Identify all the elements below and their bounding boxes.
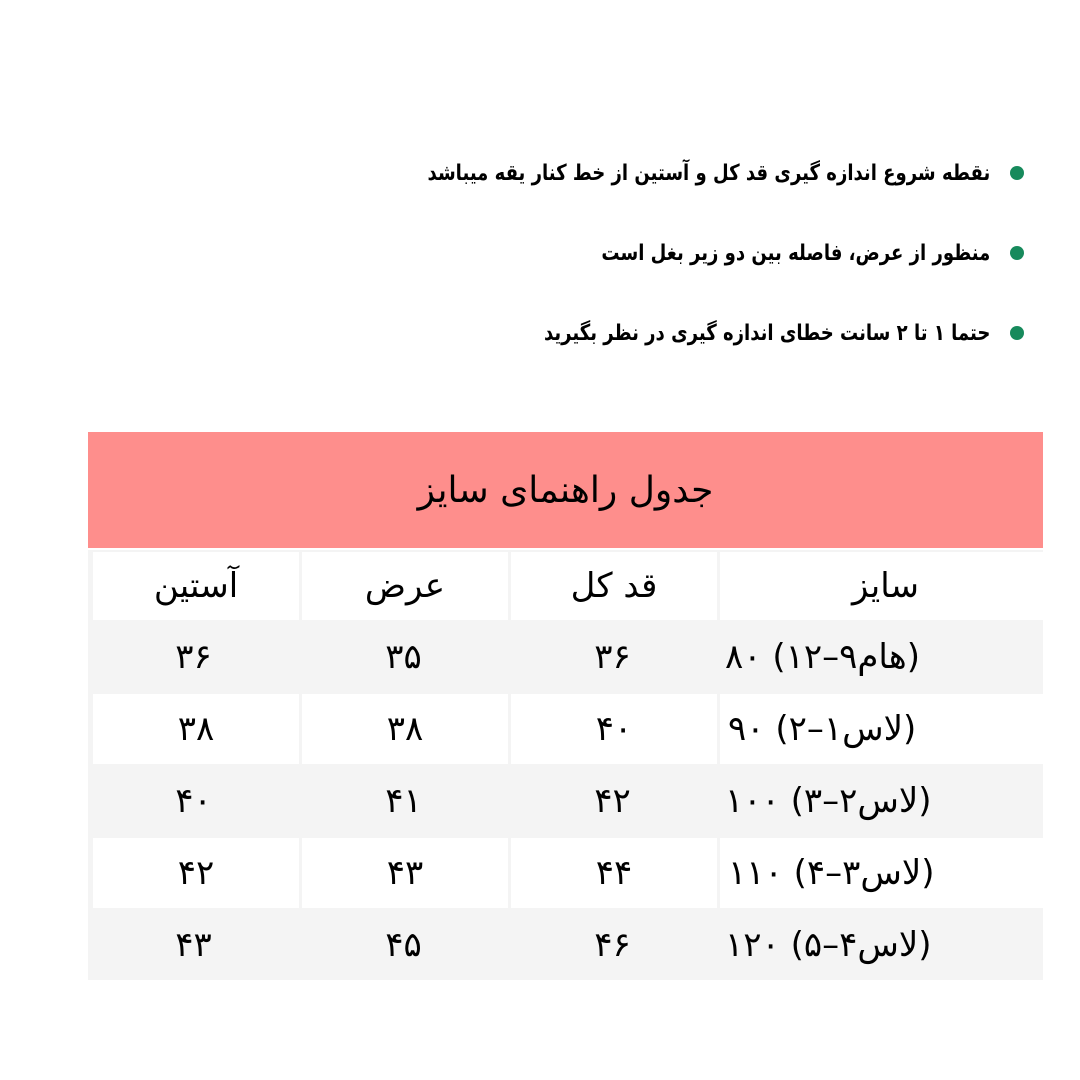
cell-width: ۴۳ (302, 838, 508, 908)
table-grid (88, 550, 1043, 980)
note-text: حتما ۱ تا ۲ سانت خطای اندازه گیری در نظر بگیرید (543, 320, 990, 346)
table-row (88, 766, 1043, 836)
note-item (324, 310, 1024, 356)
cell-length: ۴۲ (508, 766, 717, 836)
cell-size (720, 694, 1043, 764)
cell-length: ۴۶ (508, 910, 717, 980)
note-item (324, 230, 1024, 276)
note-text: منظور از عرض، فاصله بین دو زیر بغل است (601, 240, 990, 266)
cell-size (717, 622, 1043, 692)
note-text: نقطه شروع اندازه گیری قد کل و آستین از خط کنار یقه میباشد (427, 160, 990, 186)
cell-length: ۴۰ (511, 694, 717, 764)
bullet-dot-icon (1010, 166, 1024, 180)
cell-sleeve: ۳۶ (88, 622, 299, 692)
column-header-sleeve: آستین (93, 552, 299, 620)
cell-size (720, 838, 1043, 908)
note-item (324, 150, 1024, 196)
cell-sleeve: ۴۰ (88, 766, 299, 836)
cell-size (717, 766, 1043, 836)
size-guide-table (88, 432, 1043, 980)
table-row (88, 910, 1043, 980)
cell-size (717, 910, 1043, 980)
column-header-length: قد کل (511, 552, 717, 620)
size-label: ۱۱۰ (۴–۳سال) (728, 853, 935, 893)
cell-sleeve: ۳۸ (93, 694, 299, 764)
table-row (88, 622, 1043, 692)
cell-length: ۴۴ (511, 838, 717, 908)
table-header-row (88, 552, 1043, 620)
table-row (88, 838, 1043, 908)
size-label: ۹۰ (۲–۱سال) (728, 709, 917, 749)
cell-sleeve: ۴۳ (88, 910, 299, 980)
cell-width: ۴۵ (299, 910, 508, 980)
bullet-dot-icon (1010, 326, 1024, 340)
size-label: ۱۲۰ (۵–۴سال) (725, 925, 932, 965)
cell-length: ۳۶ (508, 622, 717, 692)
size-label: ۸۰ (۱۲–۹ماه) (725, 637, 920, 677)
cell-width: ۳۵ (299, 622, 508, 692)
size-label: ۱۰۰ (۳–۲سال) (725, 781, 932, 821)
column-header-width: عرض (302, 552, 508, 620)
cell-width: ۳۸ (302, 694, 508, 764)
cell-sleeve: ۴۲ (93, 838, 299, 908)
table-row (88, 694, 1043, 764)
column-header-size: سایز (720, 552, 1043, 620)
cell-width: ۴۱ (299, 766, 508, 836)
bullet-dot-icon (1010, 246, 1024, 260)
measurement-notes (324, 150, 1024, 390)
table-title: جدول راهنمای سایز (88, 432, 1043, 548)
